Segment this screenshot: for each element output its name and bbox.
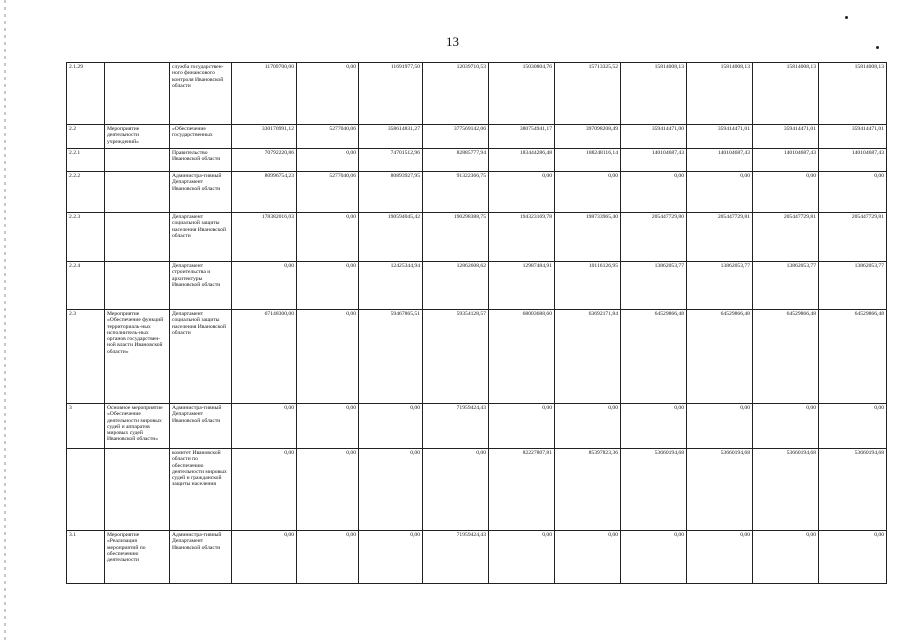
- row-amount-cell: 188248116,14: [555, 149, 621, 172]
- budget-table-body: [67, 63, 887, 584]
- row-activity-name-cell: [105, 262, 170, 310]
- row-amount-cell: 0,00: [359, 531, 423, 584]
- row-activity-name-cell: [105, 213, 170, 262]
- row-executor-cell: Администра-тивный Департамент Ивановской области: [170, 404, 232, 449]
- row-amount-cell: 59467865,51: [359, 310, 423, 404]
- row-activity-name-cell: Мероприятие деятельности учреждений»: [105, 125, 170, 149]
- row-executor-cell: Администра-тивный Департамент Ивановской области: [170, 172, 232, 213]
- row-amount-cell: 0,00: [687, 531, 753, 584]
- row-amount-cell: 380754941,17: [489, 125, 555, 149]
- row-amount-cell: 82885777,94: [423, 149, 489, 172]
- row-amount-cell: 0,00: [297, 149, 359, 172]
- row-amount-cell: 13862053,77: [753, 262, 819, 310]
- row-executor-cell: Департамент социальной защиты населения Ивановской области: [170, 213, 232, 262]
- row-amount-cell: 178382016,03: [232, 213, 297, 262]
- row-amount-cell: 13862053,77: [819, 262, 887, 310]
- row-amount-cell: 205447729,80: [621, 213, 687, 262]
- row-amount-cell: 0,00: [232, 531, 297, 584]
- row-amount-cell: 0,00: [423, 449, 489, 531]
- row-amount-cell: 74701512,96: [359, 149, 423, 172]
- table-row: [67, 213, 887, 262]
- row-amount-cell: 0,00: [621, 531, 687, 584]
- table-row: [67, 449, 887, 531]
- row-amount-cell: 359414471,01: [753, 125, 819, 149]
- row-amount-cell: 0,00: [753, 531, 819, 584]
- row-amount-cell: 15713325,52: [555, 63, 621, 125]
- row-code-cell: 2.2.4: [67, 262, 105, 310]
- row-amount-cell: 12987484,91: [489, 262, 555, 310]
- row-amount-cell: 358614831,27: [359, 125, 423, 149]
- row-amount-cell: 82227807,81: [489, 449, 555, 531]
- row-amount-cell: 12425344,94: [359, 262, 423, 310]
- row-amount-cell: 359414471,01: [819, 125, 887, 149]
- row-amount-cell: 0,00: [297, 262, 359, 310]
- row-code-cell: 2.1.29: [67, 63, 105, 125]
- row-amount-cell: 205447729,81: [687, 213, 753, 262]
- table-row: [67, 262, 887, 310]
- row-amount-cell: 80996754,23: [232, 172, 297, 213]
- row-activity-name-cell: [105, 449, 170, 531]
- row-amount-cell: 53660194,68: [753, 449, 819, 531]
- row-code-cell: 3.1: [67, 531, 105, 584]
- row-activity-name-cell: Мероприятие «Реализация мероприятий по обеспечению деятельности: [105, 531, 170, 584]
- scan-speck: [845, 16, 848, 19]
- row-activity-name-cell: Основное мероприятие «Обеспечение деятельности мировых судей и аппаратов мировых судей Ивановской области»: [105, 404, 170, 449]
- row-amount-cell: 183444286,48: [489, 149, 555, 172]
- row-amount-cell: 15814008,13: [621, 63, 687, 125]
- row-amount-cell: 64529866,48: [753, 310, 819, 404]
- table-row: [67, 149, 887, 172]
- row-amount-cell: 64529866,48: [621, 310, 687, 404]
- row-activity-name-cell: Мероприятие «Обеспечение функций территориаль-ных исполнитель-ных органов государствен-ной власти Ивановской области»: [105, 310, 170, 404]
- row-amount-cell: 85397823,36: [555, 449, 621, 531]
- row-amount-cell: 0,00: [819, 172, 887, 213]
- row-amount-cell: 194323169,78: [489, 213, 555, 262]
- row-amount-cell: 15814008,13: [819, 63, 887, 125]
- row-amount-cell: 0,00: [489, 404, 555, 449]
- row-amount-cell: 140104687,43: [753, 149, 819, 172]
- row-amount-cell: 0,00: [359, 404, 423, 449]
- row-executor-cell: «Обеспечение государственных: [170, 125, 232, 149]
- row-amount-cell: 0,00: [297, 310, 359, 404]
- table-row: [67, 63, 887, 125]
- row-amount-cell: 359414471,01: [687, 125, 753, 149]
- row-amount-cell: 0,00: [297, 404, 359, 449]
- row-amount-cell: 10116126,95: [555, 262, 621, 310]
- row-executor-cell: Правительство Ивановской области: [170, 149, 232, 172]
- row-amount-cell: 205447729,81: [819, 213, 887, 262]
- row-code-cell: 2.2.2: [67, 172, 105, 213]
- row-amount-cell: 0,00: [359, 449, 423, 531]
- row-amount-cell: 0,00: [297, 213, 359, 262]
- row-amount-cell: 63692171,84: [555, 310, 621, 404]
- row-amount-cell: 140104687,43: [819, 149, 887, 172]
- row-amount-cell: 190594045,42: [359, 213, 423, 262]
- row-amount-cell: 70792220,86: [232, 149, 297, 172]
- budget-table: [66, 62, 887, 584]
- row-amount-cell: 0,00: [819, 531, 887, 584]
- row-amount-cell: 13862053,77: [621, 262, 687, 310]
- row-amount-cell: 0,00: [819, 404, 887, 449]
- table-row: [67, 531, 887, 584]
- row-activity-name-cell: [105, 149, 170, 172]
- row-activity-name-cell: [105, 172, 170, 213]
- row-amount-cell: 0,00: [555, 531, 621, 584]
- row-amount-cell: 67148300,00: [232, 310, 297, 404]
- row-amount-cell: 397098208,49: [555, 125, 621, 149]
- row-amount-cell: 11691977,50: [359, 63, 423, 125]
- row-amount-cell: 0,00: [489, 172, 555, 213]
- row-executor-cell: Администра-тивный Департамент Ивановской области: [170, 531, 232, 584]
- table-row: [67, 172, 887, 213]
- row-executor-cell: комитет Ивановской области по обеспечению деятельности мировых судей и гражданской защиты населения: [170, 449, 232, 531]
- table-row: [67, 125, 887, 149]
- row-amount-cell: 0,00: [489, 531, 555, 584]
- row-amount-cell: 12862608,62: [423, 262, 489, 310]
- row-amount-cell: 0,00: [621, 172, 687, 213]
- row-code-cell: 2.2: [67, 125, 105, 149]
- table-row: [67, 404, 887, 449]
- row-amount-cell: 15030804,76: [489, 63, 555, 125]
- row-amount-cell: 91322366,75: [423, 172, 489, 213]
- row-amount-cell: 5277040,06: [297, 125, 359, 149]
- row-amount-cell: 0,00: [232, 449, 297, 531]
- table-row: [67, 310, 887, 404]
- row-amount-cell: 0,00: [753, 172, 819, 213]
- row-amount-cell: 71959424,43: [423, 531, 489, 584]
- row-amount-cell: 53660194,68: [621, 449, 687, 531]
- row-amount-cell: 53660194,68: [687, 449, 753, 531]
- row-code-cell: 2.2.3: [67, 213, 105, 262]
- row-amount-cell: 140104687,43: [687, 149, 753, 172]
- row-amount-cell: 359414471,00: [621, 125, 687, 149]
- row-amount-cell: 0,00: [297, 449, 359, 531]
- row-executor-cell: Департамент строительства и архитектуры Ивановской области: [170, 262, 232, 310]
- row-amount-cell: 11709700,00: [232, 63, 297, 125]
- row-amount-cell: 5277040,06: [297, 172, 359, 213]
- row-amount-cell: 0,00: [687, 404, 753, 449]
- row-executor-cell: Департамент социальной защиты населения Ивановской области: [170, 310, 232, 404]
- row-code-cell: 2.3: [67, 310, 105, 404]
- scan-binding-edge: [4, 0, 6, 640]
- row-amount-cell: 198733965,40: [555, 213, 621, 262]
- row-amount-cell: 0,00: [687, 172, 753, 213]
- row-amount-cell: 0,00: [621, 404, 687, 449]
- row-executor-cell: служба государствен-ного финансового контроля Ивановской области: [170, 63, 232, 125]
- row-code-cell: 3: [67, 404, 105, 449]
- row-activity-name-cell: [105, 63, 170, 125]
- row-amount-cell: 13862053,77: [687, 262, 753, 310]
- row-amount-cell: 140104687,43: [621, 149, 687, 172]
- row-amount-cell: 377569142,06: [423, 125, 489, 149]
- row-amount-cell: 68003688,60: [489, 310, 555, 404]
- row-amount-cell: 80893927,95: [359, 172, 423, 213]
- row-amount-cell: 64529866,48: [819, 310, 887, 404]
- row-amount-cell: 0,00: [232, 262, 297, 310]
- page-number: 13: [446, 34, 459, 49]
- row-amount-cell: 330170991,12: [232, 125, 297, 149]
- row-amount-cell: 0,00: [555, 404, 621, 449]
- row-amount-cell: 59354128,57: [423, 310, 489, 404]
- row-amount-cell: 0,00: [753, 404, 819, 449]
- row-amount-cell: 190298388,75: [423, 213, 489, 262]
- row-amount-cell: 71959424,43: [423, 404, 489, 449]
- row-amount-cell: 0,00: [297, 531, 359, 584]
- row-amount-cell: 205447729,81: [753, 213, 819, 262]
- row-code-cell: [67, 449, 105, 531]
- row-amount-cell: 15814008,13: [753, 63, 819, 125]
- row-amount-cell: 0,00: [297, 63, 359, 125]
- row-amount-cell: 0,00: [232, 404, 297, 449]
- row-amount-cell: 64529866,48: [687, 310, 753, 404]
- row-amount-cell: 15814008,13: [687, 63, 753, 125]
- row-amount-cell: 0,00: [555, 172, 621, 213]
- row-code-cell: 2.2.1: [67, 149, 105, 172]
- row-amount-cell: 12039710,53: [423, 63, 489, 125]
- row-amount-cell: 53660194,68: [819, 449, 887, 531]
